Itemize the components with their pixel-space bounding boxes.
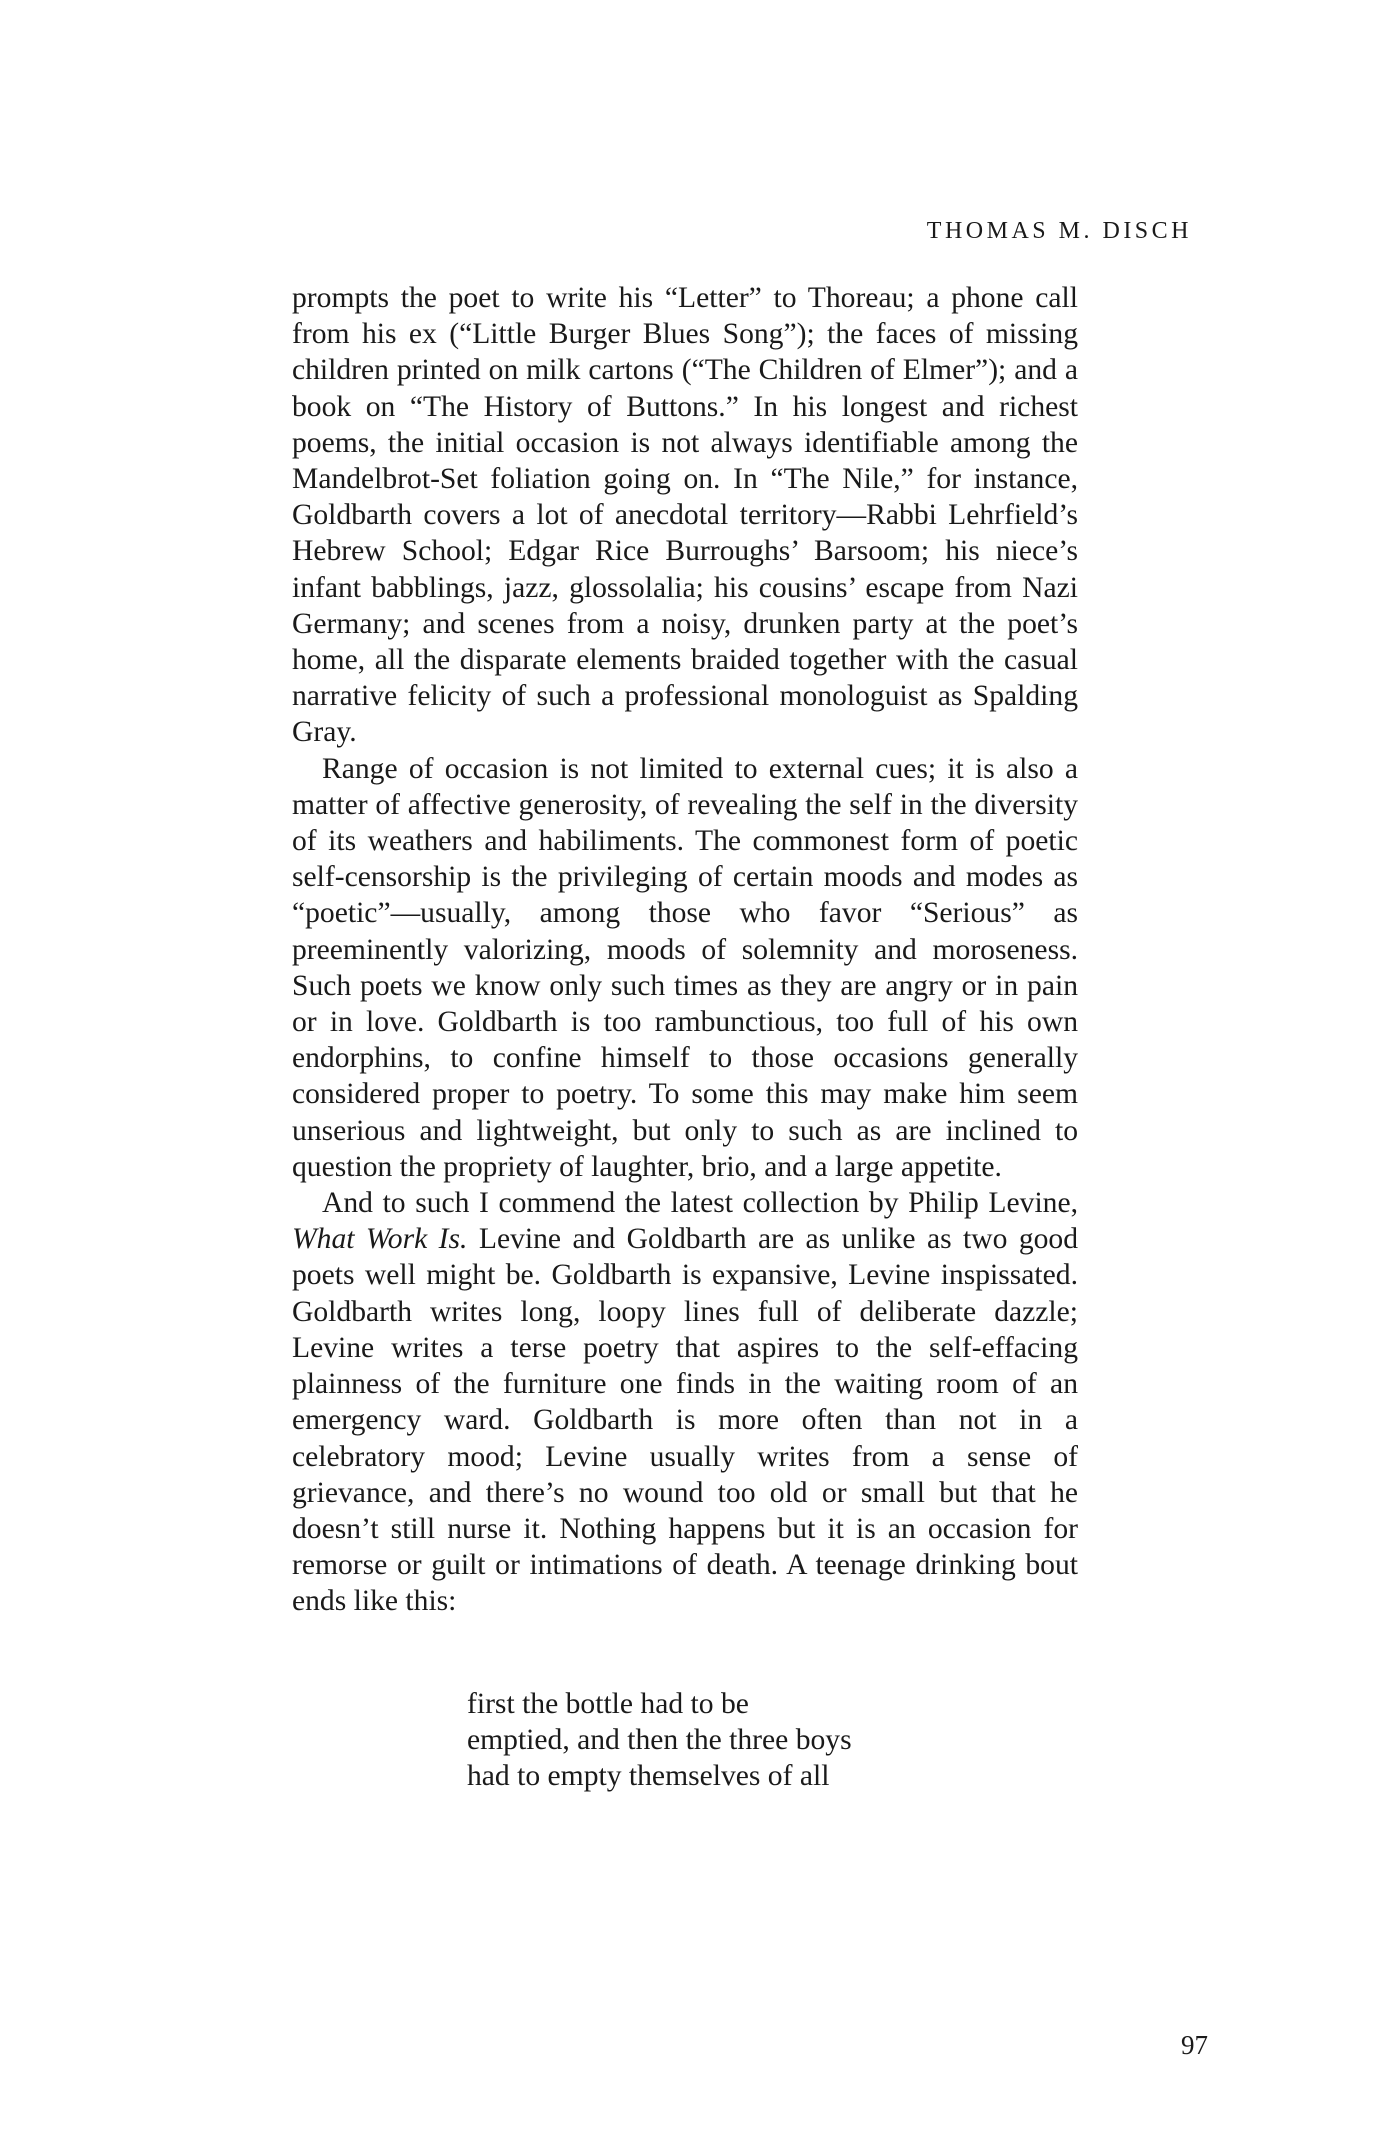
verse-line-3: had to empty themselves of all <box>467 1760 830 1793</box>
paragraph-3-text-after: Levine and Goldbarth are as unlike as two good poets well might be. Goldbarth is expansive, Levine inspissated. Goldbarth writes long, loopy lines full of deliberate dazzle; Levine writes a terse poetry that aspires to the self-effacing plainness of the furniture one finds in the waiting room of an emergency ward. Goldbarth is more often than not in a celebratory mood; Levine usually writes from a sense of grievance, and there’s no wound too old or small but that he doesn’t still nurse it. Nothing happens but it is an occasion for remorse or guilt or intimations of death. A teenage drinking bout ends like this: <box>292 1223 1079 1618</box>
running-head: THOMAS M. DISCH <box>926 218 1192 244</box>
verse-line-1: first the bottle had to be <box>467 1688 749 1720</box>
paragraph-2: Range of occasion is not limited to external cues; it is also a matter of affective generosity, of revealing the self in the diversity of its weathers and habiliments. The commonest form of poetic self-censorship is the privileging of certain moods and modes as “poetic”—usually, among those who favor “Serious” as preeminently valorizing, moods of solemnity and moroseness. Such poets we know only such times as they are angry or in pain or in love. Goldbarth is too rambunctious, too full of his own endorphins, to confine himself to those occasions generally considered proper to poetry. To some this may make him seem unserious and lightweight, but only to such as are inclined to question the propriety of laughter, brio, and a large appetite. <box>292 752 1078 1183</box>
verse-line-2: emptied, and then the three boys <box>467 1724 852 1757</box>
page-number: 97 <box>1181 2030 1208 2060</box>
body-text <box>292 280 1078 1620</box>
verse-quotation <box>467 1686 987 1795</box>
book-title: What Work Is. <box>292 1223 468 1256</box>
paragraph-1: prompts the poet to write his “Letter” to Thoreau; a phone call from his ex (“Little Burger Blues Song”); the faces of missing children printed on milk cartons (“The Children of Elmer”); and a book on “The History of Buttons.” In his longest and richest poems, the initial occasion is not always identifiable among the Mandelbrot-Set foliation going on. In “The Nile,” for instance, Goldbarth covers a lot of anecdotal territory—Rabbi Lehrfield’s Hebrew School; Edgar Rice Burroughs’ Barsoom; his niece’s infant babblings, jazz, glossolalia; his cousins’ escape from Nazi Germany; and scenes from a noisy, drunken party at the poet’s home, all the disparate elements braided together with the casual narrative felicity of such a professional monologuist as Spalding Gray. <box>292 282 1078 749</box>
paragraph-3-text-before: And to such I commend the latest collection by Philip Levine, <box>322 1187 1078 1220</box>
paragraph-3 <box>292 1185 1078 1619</box>
